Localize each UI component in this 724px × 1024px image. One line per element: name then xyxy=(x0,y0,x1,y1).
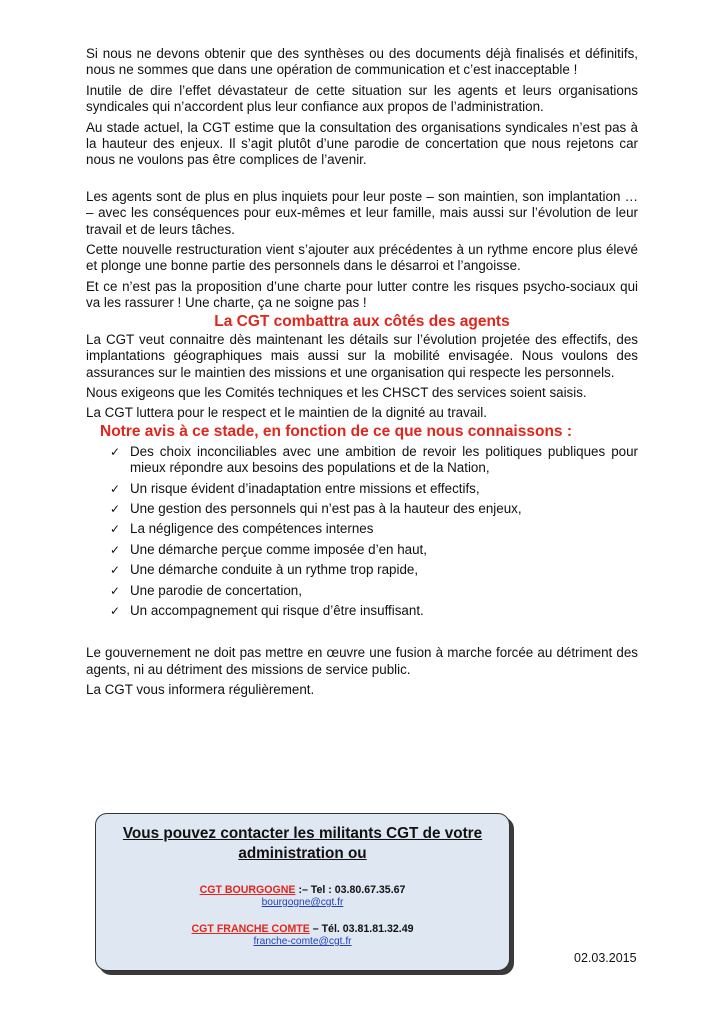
checkmark-icon: ✓ xyxy=(110,583,121,598)
email-link-bourgogne[interactable]: bourgogne@cgt.fr xyxy=(261,897,344,908)
paragraph: Le gouvernement ne doit pas mettre en œuvre une fusion à marche forcée au détriment des agents, ni au détriment des missions de service public. xyxy=(86,645,638,677)
checkmark-icon: ✓ xyxy=(110,522,121,537)
list-item: ✓ Une démarche conduite à un rythme trop rapide, xyxy=(110,562,419,578)
list-item: ✓ Une parodie de concertation, xyxy=(110,582,302,598)
contact-title: Vous pouvez contacter les militants CGT de votre administration ou xyxy=(122,825,483,862)
checklist xyxy=(86,444,638,620)
phone-number: – Tél. 03.81.81.32.49 xyxy=(309,923,414,935)
list-item: ✓ Une gestion des personnels qui n’est pas à la hauteur des enjeux, xyxy=(110,500,522,516)
checkmark-icon: ✓ xyxy=(110,542,121,557)
checkmark-icon: ✓ xyxy=(110,563,121,578)
email-link-franche-comte[interactable]: franche-comte@cgt.fr xyxy=(253,936,352,947)
paragraph: La CGT vous informera régulièrement. xyxy=(86,682,315,698)
list-item: ✓ Une démarche perçue comme imposée d’en haut, xyxy=(110,541,427,557)
org-name: CGT FRANCHE COMTE xyxy=(191,923,310,935)
paragraph: La CGT veut connaitre dès maintenant les détails sur l’évolution projetée des effectifs, des implantations géographiques mais aussi sur la mobilité envisagée. Nous voulons des assurances sur le maintien des missions et une organisation qui respecte les personnels. xyxy=(86,331,638,380)
document-date: 02.03.2015 xyxy=(574,951,637,965)
list-item: ✓ Un risque évident d’inadaptation entre missions et effectifs, xyxy=(110,480,480,496)
phone-number: :– Tel : 03.80.67.35.67 xyxy=(295,884,406,896)
document-body xyxy=(86,46,638,699)
paragraph: Si nous ne devons obtenir que des synthèses ou des documents déjà finalisés et définitifs, nous ne sommes que dans une opération de communication et c’est inacceptable ! xyxy=(86,46,638,78)
paragraph: La CGT luttera pour le respect et le maintien de la dignité au travail. xyxy=(86,405,487,421)
section-heading-avis: Notre avis à ce stade, en fonction de ce que nous connaissons : xyxy=(100,422,573,440)
section-heading-combat: La CGT combattra aux côtés des agents xyxy=(214,312,510,330)
paragraph: Cette nouvelle restructuration vient s’ajouter aux précédentes à un rythme encore plus élevé et plonge une bonne partie des personnels dans le désarroi et l’angoisse. xyxy=(86,242,638,274)
org-name: CGT BOURGOGNE xyxy=(199,884,296,896)
list-item: ✓ La négligence des compétences internes xyxy=(110,521,374,537)
contact-bourgogne xyxy=(96,884,509,897)
paragraph: Nous exigeons que les Comités techniques et les CHSCT des services soient saisis. xyxy=(86,384,587,400)
paragraph: Inutile de dire l’effet dévastateur de cette situation sur les agents et leurs organisations syndicales qui n’accordent plus leur confiance aux propos de l’administration. xyxy=(86,82,638,115)
checkmark-icon: ✓ xyxy=(110,501,121,516)
checkmark-icon: ✓ xyxy=(110,444,121,459)
paragraph: Au stade actuel, la CGT estime que la consultation des organisations syndicales n’est pas à la hauteur des enjeux. Il s’agit plutôt d’une parodie de concertation que nous rejetons car nous ne voulons pas être complices de l’avenir. xyxy=(86,119,638,168)
checkmark-icon: ✓ xyxy=(110,603,121,618)
checkmark-icon: ✓ xyxy=(110,481,121,496)
list-item: ✓ Un accompagnement qui risque d’être insuffisant. xyxy=(110,602,424,618)
paragraph: Et ce n’est pas la proposition d’une charte pour lutter contre les risques psycho-sociaux qui va les rassurer ! Une charte, ça ne soigne pas ! xyxy=(86,278,638,311)
contact-franche-comte xyxy=(96,923,509,936)
list-item: ✓ Des choix inconciliables avec une ambition de revoir les politiques publiques pour mieux répondre aux besoins des populations et de la Nation, xyxy=(110,443,638,476)
contact-box xyxy=(95,813,510,971)
paragraph: Les agents sont de plus en plus inquiets pour leur poste – son maintien, son implantation … – avec les conséquences pour eux-mêmes et leur famille, mais aussi sur l’évolution de leur travail et de leurs tâches. xyxy=(86,188,638,237)
